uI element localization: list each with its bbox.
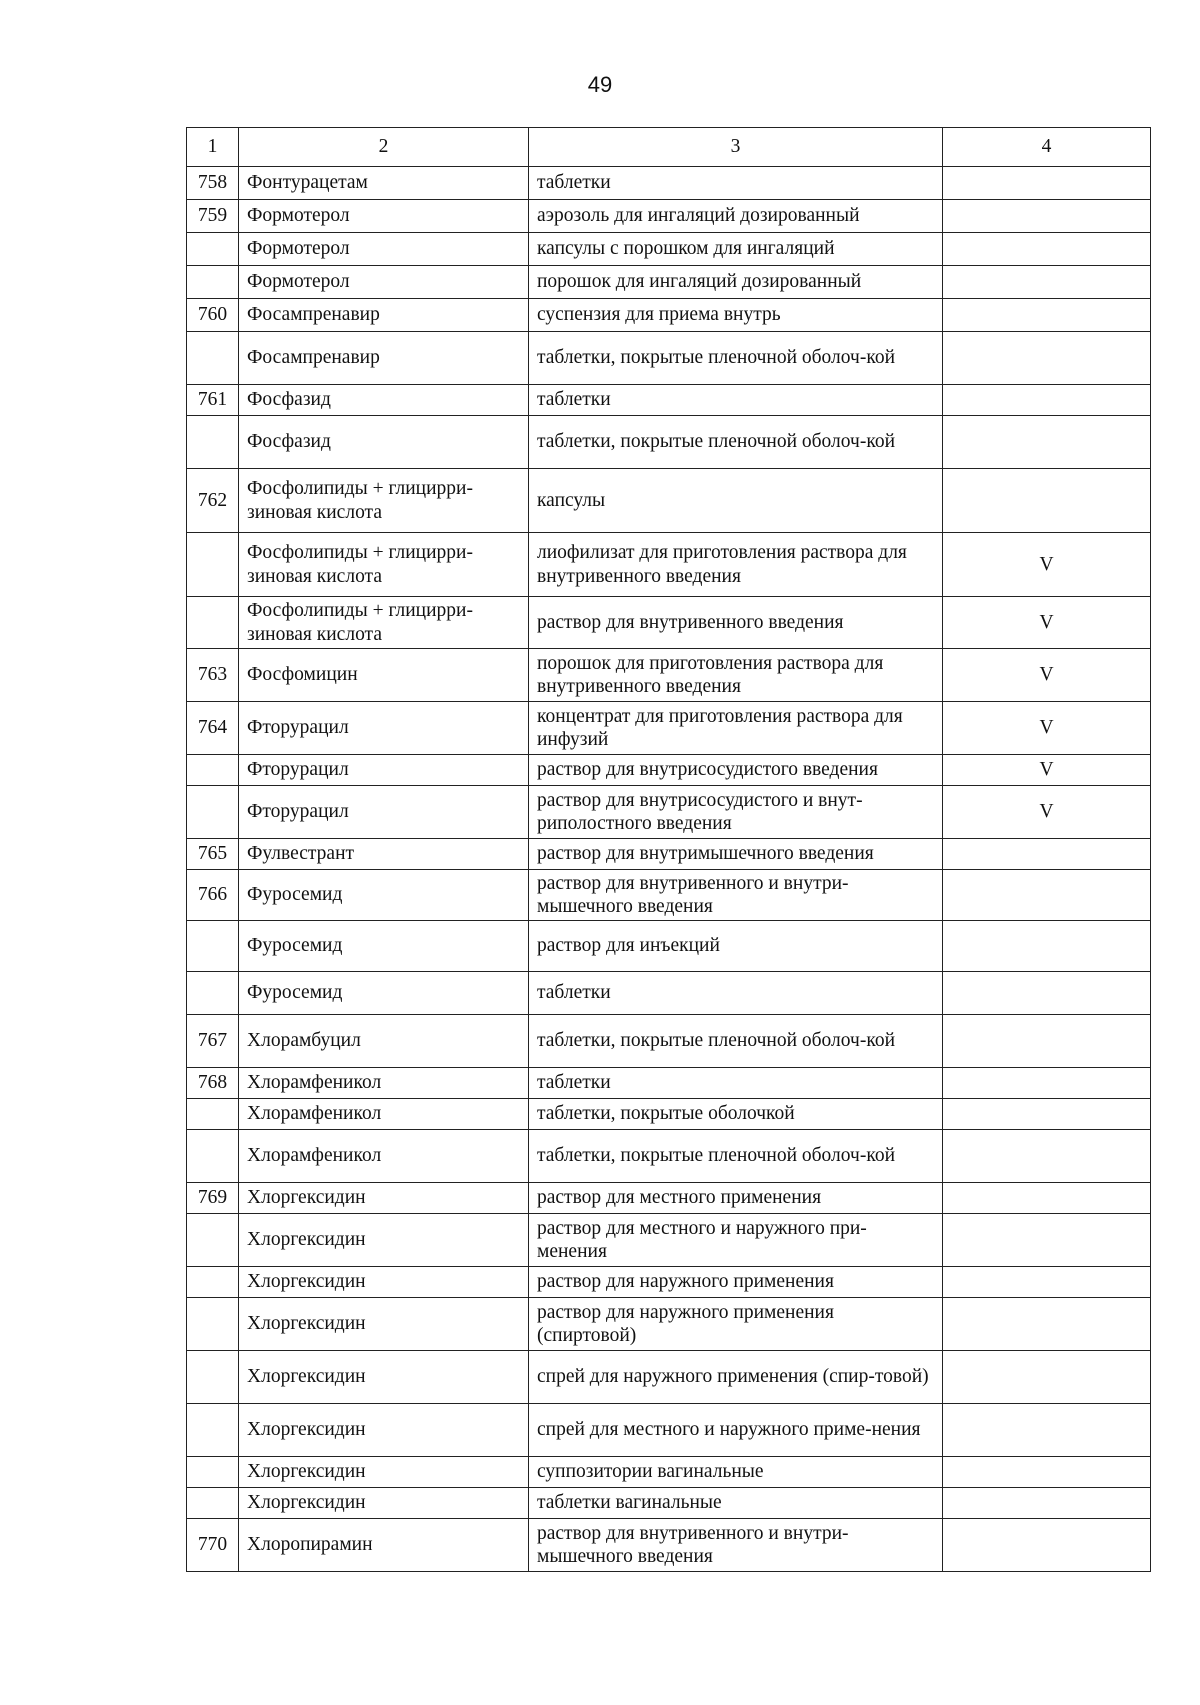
mark	[943, 1214, 1151, 1267]
mark	[943, 1068, 1151, 1099]
table-body	[187, 167, 1151, 1572]
mark	[943, 1298, 1151, 1351]
dosage-form: таблетки	[529, 1068, 943, 1099]
drug-name: Фосампренавир	[239, 332, 529, 385]
table-row	[187, 1183, 1151, 1214]
table-row	[187, 1457, 1151, 1488]
row-number	[187, 416, 239, 469]
dosage-form: суспензия для приема внутрь	[529, 299, 943, 332]
table-row	[187, 469, 1151, 533]
dosage-form: спрей для местного и наружного приме-нения	[529, 1404, 943, 1457]
row-number	[187, 921, 239, 972]
table-row	[187, 416, 1151, 469]
row-number: 767	[187, 1015, 239, 1068]
mark: V	[943, 755, 1151, 786]
row-number	[187, 786, 239, 839]
mark	[943, 1130, 1151, 1183]
row-number	[187, 233, 239, 266]
drug-name: Фонтурацетам	[239, 167, 529, 200]
drug-name: Фосфолипиды + глицирри-зиновая кислота	[239, 469, 529, 533]
dosage-form: таблетки вагинальные	[529, 1488, 943, 1519]
row-number	[187, 1099, 239, 1130]
table-row	[187, 1488, 1151, 1519]
drug-name: Хлорамфеникол	[239, 1068, 529, 1099]
row-number	[187, 332, 239, 385]
drug-name: Формотерол	[239, 266, 529, 299]
row-number: 768	[187, 1068, 239, 1099]
table-row	[187, 1298, 1151, 1351]
drug-name: Фторурацил	[239, 786, 529, 839]
table-row	[187, 1404, 1151, 1457]
dosage-form: порошок для ингаляций дозированный	[529, 266, 943, 299]
mark	[943, 1488, 1151, 1519]
row-number: 770	[187, 1519, 239, 1572]
drug-name: Фуросемид	[239, 921, 529, 972]
mark: V	[943, 702, 1151, 755]
mark	[943, 167, 1151, 200]
mark	[943, 1099, 1151, 1130]
table-row	[187, 1267, 1151, 1298]
row-number: 764	[187, 702, 239, 755]
dosage-form: раствор для внутривенного введения	[529, 597, 943, 649]
drug-name: Фосампренавир	[239, 299, 529, 332]
table-row	[187, 332, 1151, 385]
dosage-form: раствор для наружного применения (спиртовой)	[529, 1298, 943, 1351]
table-row	[187, 597, 1151, 649]
drug-name: Формотерол	[239, 200, 529, 233]
drug-name: Хлоргексидин	[239, 1351, 529, 1404]
table-row	[187, 870, 1151, 921]
table-row	[187, 233, 1151, 266]
table-row	[187, 839, 1151, 870]
row-number	[187, 972, 239, 1015]
mark	[943, 299, 1151, 332]
row-number	[187, 533, 239, 597]
dosage-form: таблетки, покрытые пленочной оболоч-кой	[529, 416, 943, 469]
row-number: 761	[187, 385, 239, 416]
row-number	[187, 1130, 239, 1183]
drug-name: Хлорамфеникол	[239, 1099, 529, 1130]
drug-name: Фуросемид	[239, 972, 529, 1015]
dosage-form: капсулы с порошком для ингаляций	[529, 233, 943, 266]
dosage-form: таблетки, покрытые пленочной оболоч-кой	[529, 332, 943, 385]
dosage-form: раствор для наружного применения	[529, 1267, 943, 1298]
table-row	[187, 200, 1151, 233]
table-row	[187, 972, 1151, 1015]
dosage-form: таблетки	[529, 167, 943, 200]
row-number	[187, 1214, 239, 1267]
mark	[943, 870, 1151, 921]
page-number: 49	[587, 72, 613, 97]
drug-name: Хлоргексидин	[239, 1214, 529, 1267]
table-row	[187, 786, 1151, 839]
mark	[943, 839, 1151, 870]
dosage-form: лиофилизат для приготовления раствора для внутривенного введения	[529, 533, 943, 597]
row-number	[187, 1351, 239, 1404]
dosage-form: спрей для наружного применения (спир-товой)	[529, 1351, 943, 1404]
dosage-form: раствор для местного применения	[529, 1183, 943, 1214]
drug-name: Фторурацил	[239, 755, 529, 786]
drug-name: Фторурацил	[239, 702, 529, 755]
dosage-form: раствор для внутривенного и внутри-мышечного введения	[529, 870, 943, 921]
drug-name: Фосфазид	[239, 416, 529, 469]
drug-name: Фосфолипиды + глицирри-зиновая кислота	[239, 533, 529, 597]
row-number: 763	[187, 649, 239, 702]
row-number: 765	[187, 839, 239, 870]
dosage-form: капсулы	[529, 469, 943, 533]
drug-name: Хлоргексидин	[239, 1183, 529, 1214]
row-number: 766	[187, 870, 239, 921]
mark: V	[943, 649, 1151, 702]
row-number	[187, 1267, 239, 1298]
row-number	[187, 1404, 239, 1457]
row-number: 762	[187, 469, 239, 533]
mark	[943, 416, 1151, 469]
table-row	[187, 1015, 1151, 1068]
drug-name: Хлоргексидин	[239, 1267, 529, 1298]
mark	[943, 385, 1151, 416]
dosage-form: аэрозоль для ингаляций дозированный	[529, 200, 943, 233]
row-number	[187, 755, 239, 786]
mark: V	[943, 786, 1151, 839]
table-row	[187, 1351, 1151, 1404]
row-number	[187, 597, 239, 649]
dosage-form: раствор для местного и наружного при-менения	[529, 1214, 943, 1267]
drug-name: Формотерол	[239, 233, 529, 266]
dosage-form: раствор для внутримышечного введения	[529, 839, 943, 870]
dosage-form: таблетки, покрытые оболочкой	[529, 1099, 943, 1130]
table-row	[187, 755, 1151, 786]
dosage-form: раствор для внутрисосудистого и внут-риполостного введения	[529, 786, 943, 839]
mark	[943, 1457, 1151, 1488]
table-row	[187, 167, 1151, 200]
table-row	[187, 1130, 1151, 1183]
table-row	[187, 1214, 1151, 1267]
drug-name: Фуросемид	[239, 870, 529, 921]
mark: V	[943, 597, 1151, 649]
dosage-form: таблетки, покрытые пленочной оболоч-кой	[529, 1130, 943, 1183]
row-number	[187, 1298, 239, 1351]
header-col-3: 3	[529, 128, 943, 167]
dosage-form: таблетки, покрытые пленочной оболоч-кой	[529, 1015, 943, 1068]
row-number	[187, 1457, 239, 1488]
mark	[943, 1351, 1151, 1404]
drug-name: Хлорамбуцил	[239, 1015, 529, 1068]
table-row	[187, 649, 1151, 702]
mark	[943, 332, 1151, 385]
row-number: 760	[187, 299, 239, 332]
row-number	[187, 266, 239, 299]
mark	[943, 1404, 1151, 1457]
mark	[943, 1015, 1151, 1068]
header-col-2: 2	[239, 128, 529, 167]
drug-name: Хлоргексидин	[239, 1488, 529, 1519]
drug-name: Хлоргексидин	[239, 1404, 529, 1457]
table-row	[187, 266, 1151, 299]
mark: V	[943, 533, 1151, 597]
mark	[943, 972, 1151, 1015]
table-row	[187, 1099, 1151, 1130]
dosage-form: раствор для внутривенного и внутри-мышечного введения	[529, 1519, 943, 1572]
drug-name: Фулвестрант	[239, 839, 529, 870]
row-number: 769	[187, 1183, 239, 1214]
mark	[943, 921, 1151, 972]
mark	[943, 1519, 1151, 1572]
drug-table	[186, 127, 1151, 1572]
dosage-form: таблетки	[529, 972, 943, 1015]
table-row	[187, 921, 1151, 972]
table-row	[187, 299, 1151, 332]
row-number: 759	[187, 200, 239, 233]
dosage-form: суппозитории вагинальные	[529, 1457, 943, 1488]
drug-name: Хлоргексидин	[239, 1457, 529, 1488]
table-row	[187, 385, 1151, 416]
table-row	[187, 1519, 1151, 1572]
mark	[943, 200, 1151, 233]
mark	[943, 233, 1151, 266]
table-row	[187, 1068, 1151, 1099]
drug-name: Фосфомицин	[239, 649, 529, 702]
drug-name: Фосфазид	[239, 385, 529, 416]
mark	[943, 266, 1151, 299]
dosage-form: раствор для инъекций	[529, 921, 943, 972]
header-col-1: 1	[187, 128, 239, 167]
dosage-form: порошок для приготовления раствора для внутривенного введения	[529, 649, 943, 702]
mark	[943, 469, 1151, 533]
dosage-form: концентрат для приготовления раствора для инфузий	[529, 702, 943, 755]
drug-name: Хлоропирамин	[239, 1519, 529, 1572]
drug-name: Хлорамфеникол	[239, 1130, 529, 1183]
row-number: 758	[187, 167, 239, 200]
row-number	[187, 1488, 239, 1519]
dosage-form: раствор для внутрисосудистого введения	[529, 755, 943, 786]
table-header-row	[187, 128, 1151, 167]
dosage-form: таблетки	[529, 385, 943, 416]
header-col-4: 4	[943, 128, 1151, 167]
table-row	[187, 533, 1151, 597]
table-row	[187, 702, 1151, 755]
drug-name: Фосфолипиды + глицирри-зиновая кислота	[239, 597, 529, 649]
mark	[943, 1267, 1151, 1298]
mark	[943, 1183, 1151, 1214]
drug-name: Хлоргексидин	[239, 1298, 529, 1351]
